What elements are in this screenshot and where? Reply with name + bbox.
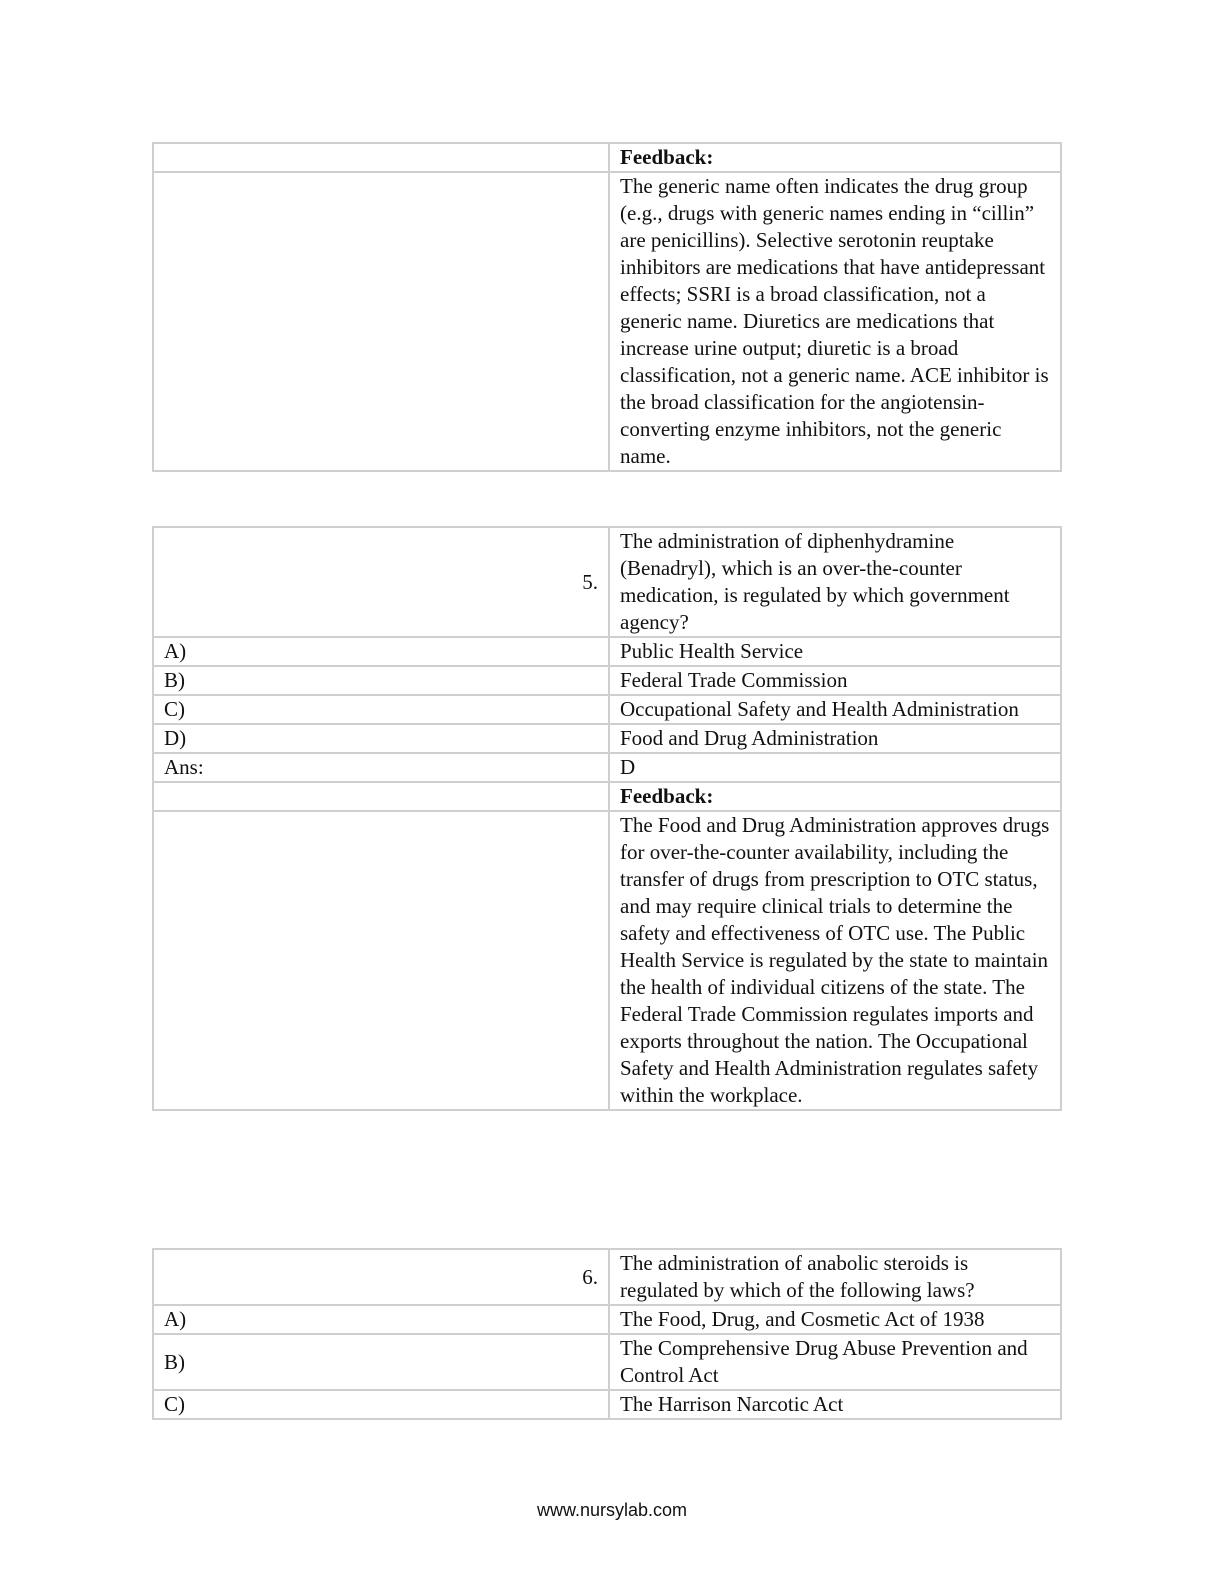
option-label: C) — [153, 1390, 609, 1419]
option-text: The Harrison Narcotic Act — [609, 1390, 1061, 1419]
footer-url: www.nursylab.com — [536, 1500, 688, 1520]
option-row-a — [153, 637, 1061, 666]
question-row — [153, 527, 1061, 637]
question-row — [153, 1249, 1061, 1305]
option-text: Occupational Safety and Health Administration — [609, 695, 1061, 724]
question-number: 5. — [153, 527, 609, 637]
option-row-c — [153, 695, 1061, 724]
option-row-a — [153, 1305, 1061, 1334]
feedback-label: Feedback: — [609, 143, 1061, 172]
answer-value: D — [609, 753, 1061, 782]
question-5-table — [152, 526, 1062, 1111]
option-label: D) — [153, 724, 609, 753]
option-row-b — [153, 1334, 1061, 1390]
option-text: Food and Drug Administration — [609, 724, 1061, 753]
option-label: B) — [153, 666, 609, 695]
question-text: The administration of anabolic steroids is regulated by which of the following laws? — [609, 1249, 1061, 1305]
feedback-label: Feedback: — [609, 782, 1061, 811]
empty-cell — [153, 782, 609, 811]
question-6-table — [152, 1248, 1062, 1420]
feedback-header-row — [153, 782, 1061, 811]
option-label: C) — [153, 695, 609, 724]
option-label: A) — [153, 1305, 609, 1334]
question-4-table — [152, 142, 1062, 472]
option-label: A) — [153, 637, 609, 666]
option-row-d — [153, 724, 1061, 753]
option-row-c — [153, 1390, 1061, 1419]
feedback-row — [153, 811, 1061, 1110]
feedback-text: The generic name often indicates the drug group (e.g., drugs with generic names ending in “cillin” are penicillins). Selective serotonin reuptake inhibitors are medications that have antidepressant effects; SSRI is a broad classification, not a generic name. Diuretics are medications that increase urine output; diuretic is a broad classification, not a generic name. ACE inhibitor is the broad classification for the angiotensin-converting enzyme inhibitors, not the generic name. — [609, 172, 1061, 471]
feedback-header-row — [153, 143, 1061, 172]
empty-cell — [153, 811, 609, 1110]
empty-cell — [153, 172, 609, 471]
option-text: The Comprehensive Drug Abuse Prevention and Control Act — [609, 1334, 1061, 1390]
answer-label: Ans: — [153, 753, 609, 782]
option-text: The Food, Drug, and Cosmetic Act of 1938 — [609, 1305, 1061, 1334]
option-row-b — [153, 666, 1061, 695]
question-number: 6. — [153, 1249, 609, 1305]
empty-cell — [153, 143, 609, 172]
feedback-text: The Food and Drug Administration approves drugs for over-the-counter availability, including the transfer of drugs from prescription to OTC status, and may require clinical trials to determine the safety and effectiveness of OTC use. The Public Health Service is regulated by the state to maintain the health of individual citizens of the state. The Federal Trade Commission regulates imports and exports throughout the nation. The Occupational Safety and Health Administration regulates safety within the workplace. — [609, 811, 1061, 1110]
answer-row — [153, 753, 1061, 782]
option-text: Public Health Service — [609, 637, 1061, 666]
question-text: The administration of diphenhydramine (Benadryl), which is an over-the-counter medication, is regulated by which government agency? — [609, 527, 1061, 637]
feedback-row — [153, 172, 1061, 471]
option-text: Federal Trade Commission — [609, 666, 1061, 695]
option-label: B) — [153, 1334, 609, 1390]
